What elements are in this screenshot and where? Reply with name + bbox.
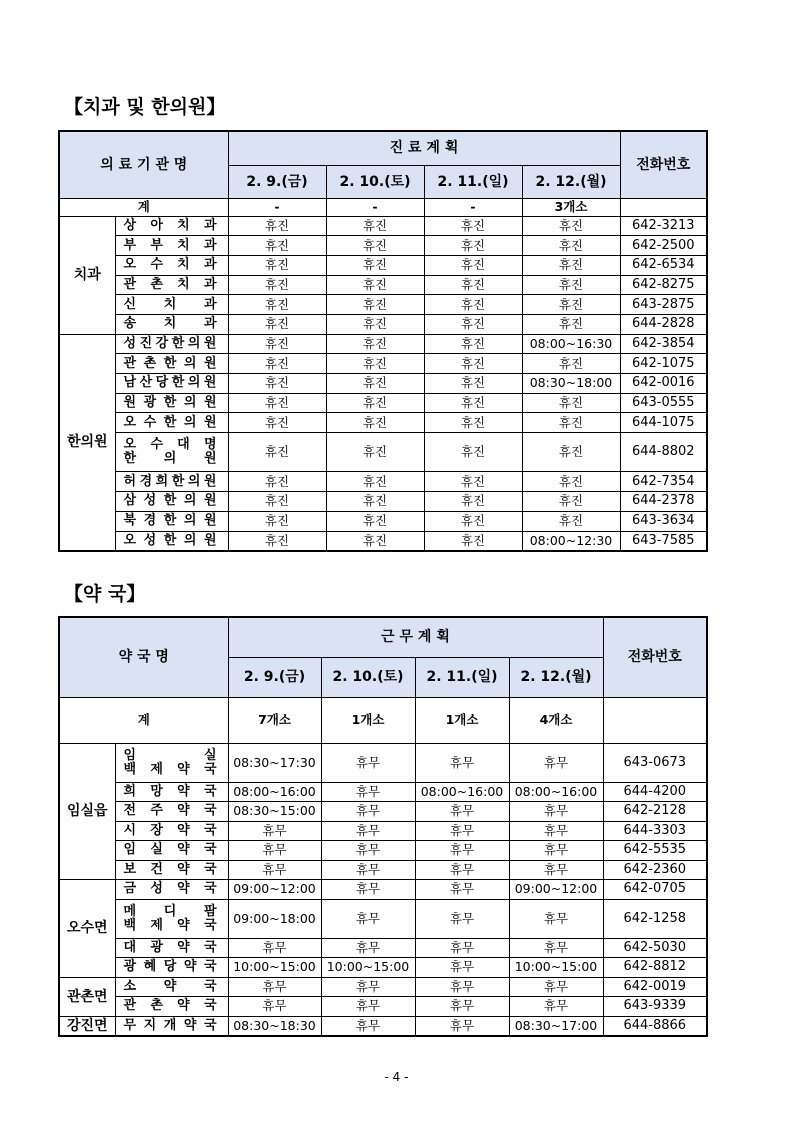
- schedule-cell: 휴진: [424, 275, 522, 295]
- schedule-cell: 휴진: [326, 216, 424, 236]
- total-value: -: [228, 198, 326, 216]
- facility-name-text: 희 망 약 국: [123, 783, 218, 799]
- schedule-cell: 휴진: [228, 472, 326, 492]
- facility-name: [115, 841, 228, 861]
- schedule-cell: 휴진: [424, 413, 522, 433]
- facility-name-text: 신 치 과: [123, 296, 218, 312]
- schedule-cell: 휴무: [415, 880, 509, 900]
- schedule-cell: 휴진: [424, 314, 522, 334]
- schedule-cell: 09:00~12:00: [509, 880, 603, 900]
- date-header: 2. 10.(토): [321, 657, 415, 697]
- schedule-cell: 휴진: [326, 236, 424, 256]
- schedule-cell: 휴진: [228, 255, 326, 275]
- phone-number: 643-0673: [603, 743, 707, 782]
- table-row: [59, 860, 707, 880]
- facility-name-text: 관 촌 한 의 원: [123, 355, 218, 371]
- facility-name: [115, 492, 228, 512]
- schedule-cell: 휴무: [228, 938, 321, 958]
- schedule-cell: 휴진: [228, 492, 326, 512]
- schedule-cell: 08:00~16:30: [522, 334, 620, 354]
- facility-name-text: 오 성 한 의 원: [123, 532, 218, 548]
- facility-name: [115, 236, 228, 256]
- table-row: [59, 236, 707, 256]
- pharmacy-table: [58, 616, 708, 1037]
- phone-number: 643-2875: [620, 295, 707, 315]
- facility-name: [115, 1016, 228, 1036]
- schedule-cell: 휴진: [522, 511, 620, 531]
- schedule-cell: 휴진: [522, 433, 620, 472]
- phone-number: 644-1075: [620, 413, 707, 433]
- facility-name-text: 무 지 개 약 국: [123, 1017, 218, 1033]
- facility-name-line2: 한 의 원: [123, 451, 218, 467]
- schedule-cell: 휴무: [509, 743, 603, 782]
- table-row: [59, 275, 707, 295]
- date-header: 2. 9.(금): [228, 657, 321, 697]
- schedule-cell: 휴무: [415, 899, 509, 938]
- facility-name-text: 남 산 당 한 의 원: [123, 375, 218, 391]
- phone-number: 642-2500: [620, 236, 707, 256]
- phone-number: 642-7354: [620, 472, 707, 492]
- schedule-cell: 휴무: [509, 899, 603, 938]
- table-row: [59, 1016, 707, 1036]
- facility-name: [115, 782, 228, 802]
- facility-name: [115, 821, 228, 841]
- header-row: [59, 617, 707, 657]
- schedule-cell: 휴진: [326, 393, 424, 413]
- schedule-cell: 휴무: [415, 821, 509, 841]
- schedule-cell: 휴무: [509, 997, 603, 1017]
- facility-name-text: 허 경 희 한 의 원: [123, 473, 218, 489]
- total-row: [59, 198, 707, 216]
- schedule-cell: 휴진: [326, 275, 424, 295]
- schedule-cell: 휴무: [321, 821, 415, 841]
- schedule-cell: 휴무: [321, 899, 415, 938]
- table-row: [59, 314, 707, 334]
- facility-name-line2: 백 제 약 국: [123, 917, 218, 933]
- header-row: [59, 131, 707, 165]
- schedule-cell: 휴진: [424, 393, 522, 413]
- facility-name: [115, 997, 228, 1017]
- total-label: 계: [59, 198, 228, 216]
- table-row: [59, 841, 707, 861]
- facility-name: [115, 334, 228, 354]
- schedule-cell: 휴무: [509, 802, 603, 822]
- facility-name: [115, 314, 228, 334]
- phone-number: 643-3634: [620, 511, 707, 531]
- schedule-cell: 휴진: [228, 295, 326, 315]
- facility-name: [115, 938, 228, 958]
- schedule-cell: 휴진: [228, 216, 326, 236]
- schedule-cell: 휴무: [415, 743, 509, 782]
- phone-number: 644-2828: [620, 314, 707, 334]
- phone-number: 642-8275: [620, 275, 707, 295]
- facility-name-text: 송 치 과: [123, 316, 218, 332]
- schedule-cell: 휴진: [424, 511, 522, 531]
- table-row: [59, 958, 707, 978]
- table-row: [59, 216, 707, 236]
- phone-header: 전화번호: [620, 131, 707, 198]
- phone-number: 643-0555: [620, 393, 707, 413]
- schedule-cell: 휴진: [522, 255, 620, 275]
- table-row: [59, 354, 707, 374]
- facility-name-line1: 오 수 대 명: [123, 437, 218, 453]
- schedule-cell: 휴진: [522, 472, 620, 492]
- page-number: - 4 -: [384, 1070, 409, 1084]
- schedule-cell: 휴무: [415, 860, 509, 880]
- schedule-cell: 휴무: [321, 880, 415, 900]
- total-value: 1개소: [321, 697, 415, 743]
- schedule-cell: 휴무: [415, 997, 509, 1017]
- schedule-cell: 휴무: [321, 802, 415, 822]
- schedule-cell: 휴무: [228, 977, 321, 997]
- date-header: 2. 10.(토): [326, 165, 424, 198]
- facility-name-line1: 메 디 팜: [123, 903, 218, 919]
- table-row: [59, 295, 707, 315]
- schedule-cell: 휴무: [509, 938, 603, 958]
- phone-number: 642-8812: [603, 958, 707, 978]
- phone-number: 642-3854: [620, 334, 707, 354]
- phone-number: 642-0019: [603, 977, 707, 997]
- table-row: [59, 393, 707, 413]
- schedule-cell: 휴진: [326, 472, 424, 492]
- facility-name-text: 임 실 약 국: [123, 842, 218, 858]
- pharmacy-section-title: 【약 국】: [64, 583, 146, 605]
- facility-name: [115, 354, 228, 374]
- facility-name: [115, 511, 228, 531]
- phone-number: 642-5535: [603, 841, 707, 861]
- facility-name: [115, 743, 228, 782]
- org-name-header: 약 국 명: [59, 617, 228, 697]
- phone-number: 644-3303: [603, 821, 707, 841]
- group-name: 치과: [59, 216, 115, 334]
- table-row: [59, 433, 707, 472]
- facility-name-text: 보 건 약 국: [123, 861, 218, 877]
- schedule-cell: 휴진: [522, 492, 620, 512]
- total-phone-empty: [620, 198, 707, 216]
- schedule-cell: 휴진: [228, 531, 326, 551]
- table-row: [59, 938, 707, 958]
- schedule-cell: 08:00~16:00: [415, 782, 509, 802]
- schedule-cell: 휴무: [321, 997, 415, 1017]
- phone-number: 642-2128: [603, 802, 707, 822]
- schedule-cell: 휴무: [415, 977, 509, 997]
- date-header: 2. 11.(일): [415, 657, 509, 697]
- phone-number: 642-0705: [603, 880, 707, 900]
- schedule-cell: 휴진: [228, 314, 326, 334]
- schedule-cell: 휴진: [326, 413, 424, 433]
- schedule-cell: 휴진: [522, 354, 620, 374]
- facility-name: [115, 295, 228, 315]
- table-row: [59, 880, 707, 900]
- schedule-cell: 휴진: [326, 374, 424, 394]
- phone-number: 644-8866: [603, 1016, 707, 1036]
- schedule-cell: 휴진: [228, 374, 326, 394]
- table-row: [59, 374, 707, 394]
- schedule-cell: 휴무: [228, 997, 321, 1017]
- total-phone-empty: [603, 697, 707, 743]
- phone-number: 642-2360: [603, 860, 707, 880]
- table-row: [59, 334, 707, 354]
- facility-name-text: 전 주 약 국: [123, 803, 218, 819]
- schedule-cell: 휴무: [509, 860, 603, 880]
- schedule-cell: 휴진: [424, 216, 522, 236]
- schedule-cell: 10:00~15:00: [321, 958, 415, 978]
- org-name-header: 의 료 기 관 명: [59, 131, 228, 198]
- total-value: 3개소: [522, 198, 620, 216]
- phone-number: 643-9339: [603, 997, 707, 1017]
- phone-number: 644-4200: [603, 782, 707, 802]
- schedule-cell: 휴무: [228, 860, 321, 880]
- phone-number: 642-5030: [603, 938, 707, 958]
- schedule-cell: 08:30~18:00: [522, 374, 620, 394]
- schedule-cell: 10:00~15:00: [509, 958, 603, 978]
- facility-name: [115, 413, 228, 433]
- schedule-cell: 휴무: [415, 841, 509, 861]
- schedule-cell: 휴진: [228, 275, 326, 295]
- schedule-cell: 휴진: [228, 413, 326, 433]
- phone-number: 642-0016: [620, 374, 707, 394]
- schedule-cell: 휴무: [228, 841, 321, 861]
- total-label: 계: [59, 697, 228, 743]
- facility-name-text: 광 혜 당 약 국: [123, 959, 218, 975]
- schedule-cell: 휴무: [509, 977, 603, 997]
- schedule-cell: 휴무: [509, 841, 603, 861]
- facility-name-text: 원 광 한 의 원: [123, 395, 218, 411]
- schedule-cell: 휴진: [326, 492, 424, 512]
- facility-name: [115, 433, 228, 472]
- schedule-cell: 휴진: [522, 275, 620, 295]
- schedule-cell: 휴진: [326, 255, 424, 275]
- plan-header: 진 료 계 획: [228, 131, 620, 165]
- facility-name: [115, 472, 228, 492]
- facility-name: [115, 216, 228, 236]
- facility-name: [115, 374, 228, 394]
- schedule-cell: 휴진: [424, 236, 522, 256]
- facility-name: [115, 275, 228, 295]
- phone-number: 643-7585: [620, 531, 707, 551]
- schedule-cell: 휴진: [326, 334, 424, 354]
- schedule-cell: 휴진: [522, 216, 620, 236]
- facility-name-text: 오 수 치 과: [123, 257, 218, 273]
- facility-name-text: 상 아 치 과: [123, 217, 218, 233]
- schedule-cell: 휴무: [509, 821, 603, 841]
- schedule-cell: 08:00~16:00: [228, 782, 321, 802]
- facility-name-text: 삼 성 한 의 원: [123, 493, 218, 509]
- schedule-cell: 휴무: [228, 821, 321, 841]
- facility-name-text: 부 부 치 과: [123, 237, 218, 253]
- table-row: [59, 782, 707, 802]
- dental-section-title: 【치과 및 한의원】: [64, 96, 226, 118]
- group-name: 강진면: [59, 1016, 115, 1036]
- schedule-cell: 08:30~15:00: [228, 802, 321, 822]
- schedule-cell: 휴진: [424, 295, 522, 315]
- table-row: [59, 821, 707, 841]
- facility-name-text: 북 경 한 의 원: [123, 513, 218, 529]
- total-row: [59, 697, 707, 743]
- schedule-cell: 휴진: [522, 413, 620, 433]
- facility-name: [115, 393, 228, 413]
- schedule-cell: 휴진: [326, 314, 424, 334]
- phone-number: 642-1258: [603, 899, 707, 938]
- schedule-cell: 휴무: [321, 1016, 415, 1036]
- table-row: [59, 531, 707, 551]
- phone-number: 644-2378: [620, 492, 707, 512]
- schedule-cell: 휴진: [228, 334, 326, 354]
- group-name: 임실읍: [59, 743, 115, 880]
- group-name: 한의원: [59, 334, 115, 551]
- table-row: [59, 977, 707, 997]
- schedule-cell: 휴진: [522, 314, 620, 334]
- facility-name-text: 성 진 강 한 의 원: [123, 335, 218, 351]
- schedule-cell: 휴진: [228, 511, 326, 531]
- facility-name: [115, 977, 228, 997]
- schedule-cell: 휴무: [321, 782, 415, 802]
- schedule-cell: 휴진: [424, 531, 522, 551]
- table-row: [59, 743, 707, 782]
- plan-header: 근 무 계 획: [228, 617, 603, 657]
- schedule-cell: 08:00~12:30: [522, 531, 620, 551]
- date-header: 2. 12.(월): [522, 165, 620, 198]
- total-value: 1개소: [415, 697, 509, 743]
- schedule-cell: 휴진: [424, 492, 522, 512]
- table-row: [59, 255, 707, 275]
- facility-name-text: 금 성 약 국: [123, 881, 218, 897]
- facility-name-line2: 백 제 약 국: [123, 761, 218, 777]
- schedule-cell: 휴무: [321, 743, 415, 782]
- facility-name-text: 오 수 한 의 원: [123, 414, 218, 430]
- schedule-cell: 휴무: [415, 802, 509, 822]
- date-header: 2. 12.(월): [509, 657, 603, 697]
- schedule-cell: 휴무: [321, 977, 415, 997]
- table-row: [59, 492, 707, 512]
- schedule-cell: 휴진: [326, 511, 424, 531]
- schedule-cell: 휴진: [522, 295, 620, 315]
- facility-name-text: 관 촌 약 국: [123, 998, 218, 1014]
- schedule-cell: 휴진: [326, 531, 424, 551]
- schedule-cell: 휴무: [321, 841, 415, 861]
- table-row: [59, 802, 707, 822]
- total-value: -: [326, 198, 424, 216]
- facility-name: [115, 899, 228, 938]
- phone-number: 642-3213: [620, 216, 707, 236]
- schedule-cell: 08:30~17:30: [228, 743, 321, 782]
- facility-name-text: 대 광 약 국: [123, 939, 218, 955]
- facility-name: [115, 860, 228, 880]
- schedule-cell: 휴진: [424, 354, 522, 374]
- schedule-cell: 08:30~18:30: [228, 1016, 321, 1036]
- schedule-cell: 휴진: [424, 433, 522, 472]
- total-value: -: [424, 198, 522, 216]
- schedule-cell: 휴무: [321, 860, 415, 880]
- schedule-cell: 휴진: [228, 393, 326, 413]
- dental-clinic-table: [58, 130, 708, 552]
- schedule-cell: 휴무: [321, 938, 415, 958]
- schedule-cell: 08:00~16:00: [509, 782, 603, 802]
- facility-name: [115, 802, 228, 822]
- facility-name: [115, 255, 228, 275]
- table-row: [59, 472, 707, 492]
- facility-name-text: 소 약 국: [123, 978, 218, 994]
- group-name: 관촌면: [59, 977, 115, 1016]
- schedule-cell: 휴진: [228, 354, 326, 374]
- table-row: [59, 899, 707, 938]
- table-row: [59, 997, 707, 1017]
- facility-name: [115, 958, 228, 978]
- facility-name: [115, 880, 228, 900]
- phone-number: 644-8802: [620, 433, 707, 472]
- schedule-cell: 휴진: [228, 433, 326, 472]
- facility-name-text: 시 장 약 국: [123, 822, 218, 838]
- table-row: [59, 511, 707, 531]
- date-header: 2. 9.(금): [228, 165, 326, 198]
- schedule-cell: 09:00~18:00: [228, 899, 321, 938]
- phone-header: 전화번호: [603, 617, 707, 697]
- schedule-cell: 휴진: [228, 236, 326, 256]
- group-name: 오수면: [59, 880, 115, 978]
- schedule-cell: 휴진: [424, 255, 522, 275]
- schedule-cell: 휴진: [522, 236, 620, 256]
- schedule-cell: 10:00~15:00: [228, 958, 321, 978]
- total-value: 4개소: [509, 697, 603, 743]
- facility-name-text: 관 촌 치 과: [123, 276, 218, 292]
- schedule-cell: 휴진: [522, 393, 620, 413]
- total-value: 7개소: [228, 697, 321, 743]
- schedule-cell: 휴진: [424, 334, 522, 354]
- schedule-cell: 휴무: [415, 958, 509, 978]
- facility-name-line1: 임 실: [123, 747, 218, 763]
- table-row: [59, 413, 707, 433]
- schedule-cell: 08:30~17:00: [509, 1016, 603, 1036]
- schedule-cell: 휴진: [326, 295, 424, 315]
- schedule-cell: 휴진: [424, 472, 522, 492]
- phone-number: 642-1075: [620, 354, 707, 374]
- schedule-cell: 휴무: [415, 938, 509, 958]
- date-header: 2. 11.(일): [424, 165, 522, 198]
- schedule-cell: 휴진: [326, 354, 424, 374]
- facility-name: [115, 531, 228, 551]
- phone-number: 642-6534: [620, 255, 707, 275]
- schedule-cell: 휴진: [424, 374, 522, 394]
- schedule-cell: 09:00~12:00: [228, 880, 321, 900]
- schedule-cell: 휴진: [326, 433, 424, 472]
- schedule-cell: 휴무: [415, 1016, 509, 1036]
